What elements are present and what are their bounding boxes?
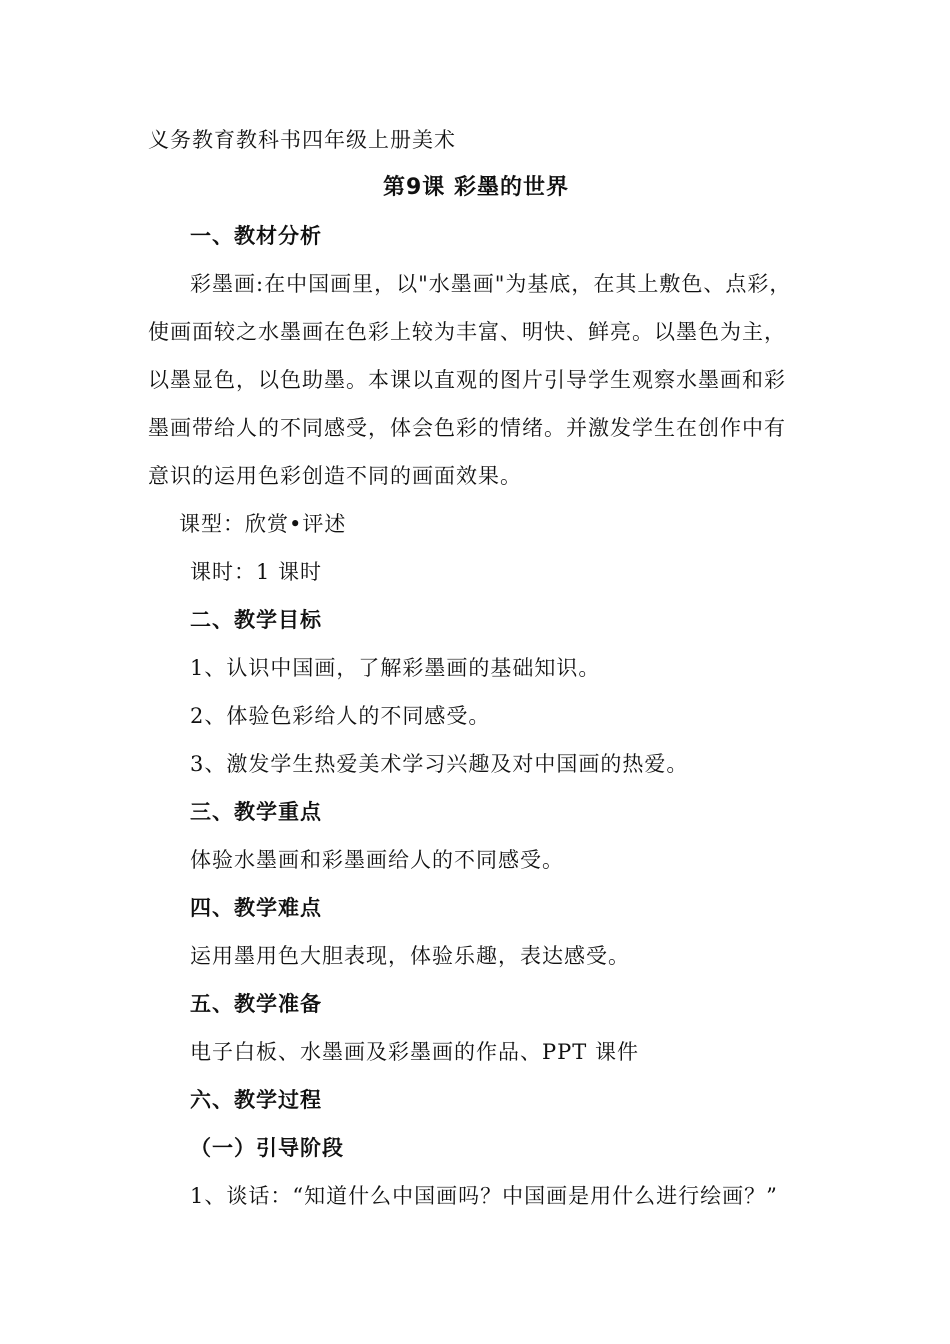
preparation-text: 电子白板、水墨画及彩墨画的作品、PPT 课件 [190, 1040, 639, 1064]
paragraph-line: 墨画带给人的不同感受，体会色彩的情绪。并激发学生在创作中有 [148, 416, 786, 440]
page-title: 第9课 彩墨的世界 [383, 175, 569, 200]
paragraph-line: 以墨显色，以色助墨。本课以直观的图片引导学生观察水墨画和彩 [148, 368, 786, 392]
key-points-text: 体验水墨画和彩墨画给人的不同感受。 [190, 848, 564, 872]
class-hours: 课时：1 课时 [190, 560, 323, 584]
document-header: 义务教育教科书四年级上册美术 [148, 128, 456, 152]
list-item: 2、体验色彩给人的不同感受。 [190, 704, 491, 728]
list-item: 1、认识中国画，了解彩墨画的基础知识。 [190, 656, 601, 680]
paragraph-line: 彩墨画:在中国画里，以"水墨画"为基底，在其上敷色、点彩， [190, 272, 792, 296]
course-type: 课型：欣赏•评述 [179, 512, 347, 536]
paragraph-line: 意识的运用色彩创造不同的画面效果。 [148, 464, 522, 488]
list-item: 3、激发学生热爱美术学习兴趣及对中国画的热爱。 [190, 752, 689, 776]
section-heading-teaching-objectives: 二、教学目标 [190, 608, 322, 632]
section-heading-textbook-analysis: 一、教材分析 [190, 224, 322, 248]
section-heading-teaching-process: 六、教学过程 [190, 1088, 322, 1112]
subsection-heading-guidance: （一）引导阶段 [190, 1136, 344, 1160]
section-heading-key-points: 三、教学重点 [190, 800, 322, 824]
difficulties-text: 运用墨用色大胆表现，体验乐趣，表达感受。 [190, 944, 630, 968]
section-heading-difficulties: 四、教学难点 [190, 896, 322, 920]
section-heading-preparation: 五、教学准备 [190, 992, 322, 1016]
list-item: 1、谈话：“知道什么中国画吗？中国画是用什么进行绘画？” [190, 1184, 778, 1208]
paragraph-line: 使画面较之水墨画在色彩上较为丰富、明快、鲜亮。以墨色为主， [148, 320, 786, 344]
